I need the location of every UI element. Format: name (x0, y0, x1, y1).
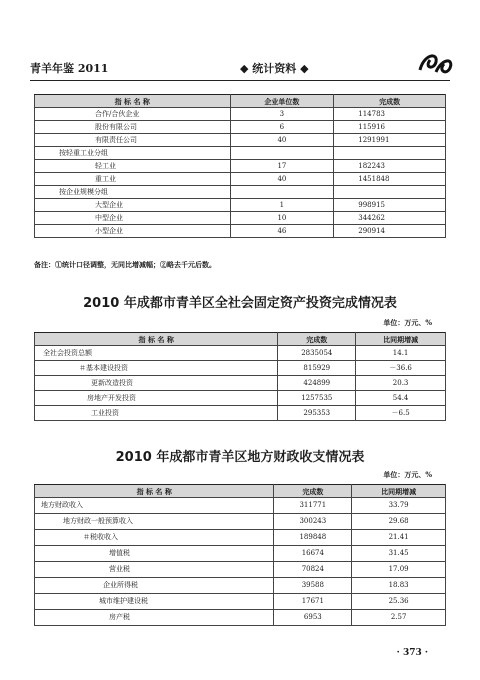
cell-change: －6.5 (356, 406, 446, 421)
cell-change: －36.6 (356, 361, 446, 376)
row-label: 股份有限公司 (35, 121, 231, 134)
cell-change: 54.4 (356, 391, 446, 406)
group-label: 按企业规模分组 (35, 186, 231, 199)
table-row (35, 530, 446, 546)
cell-change: 33.79 (352, 498, 446, 514)
table-header-row (35, 333, 446, 346)
row-label: 全社会投资总额 (35, 346, 278, 361)
cell-value: 1451848 (334, 173, 446, 186)
cell-change: 14.1 (356, 346, 446, 361)
page-number: · 373 · (396, 648, 428, 658)
cell-value: 70824 (274, 562, 352, 578)
cell-count: 40 (230, 134, 334, 147)
cell-change: 20.3 (356, 376, 446, 391)
col-header: 比同期增减 (356, 333, 446, 346)
finance-table-title: 2010 年成都市青羊区地方财政收支情况表 (115, 450, 365, 465)
row-label: 企业所得税 (35, 578, 274, 594)
table-row (35, 212, 446, 225)
table-row (35, 578, 446, 594)
row-label: 城市维护建设税 (35, 594, 274, 610)
table-row (35, 594, 446, 610)
row-label: 合作/合伙企业 (35, 108, 231, 121)
table-header-row (35, 485, 446, 498)
section-title: ◆ 统计资料 ◆ (240, 62, 309, 75)
cell-value: 17671 (274, 594, 352, 610)
cell-value: 998915 (334, 199, 446, 212)
cell-count: 40 (230, 173, 334, 186)
table-row (35, 514, 446, 530)
cell-change: 18.83 (352, 578, 446, 594)
col-header: 比同期增减 (352, 485, 446, 498)
row-label: 轻工业 (35, 160, 231, 173)
col-header: 指 标 名 称 (35, 95, 231, 108)
table-row (35, 199, 446, 212)
row-label: 房产税 (35, 610, 274, 626)
table-row (35, 160, 446, 173)
cell-value: 311771 (274, 498, 352, 514)
cell-count: 10 (230, 212, 334, 225)
row-label: 中型企业 (35, 212, 231, 225)
cell-change: 31.45 (352, 546, 446, 562)
header-rule (30, 80, 450, 81)
table-row (35, 147, 446, 160)
cell-value: 344262 (334, 212, 446, 225)
cell-value: 189848 (274, 530, 352, 546)
table-finance (34, 484, 446, 626)
cell-value: 295353 (278, 406, 356, 421)
row-label: 增值税 (35, 546, 274, 562)
group-label: 按轻重工业分组 (35, 147, 231, 160)
cell-value: 39588 (274, 578, 352, 594)
cell-value: 300243 (274, 514, 352, 530)
table-header-row (35, 95, 446, 108)
cell-value: 2835054 (278, 346, 356, 361)
cell-value: 424899 (278, 376, 356, 391)
table-row (35, 610, 446, 626)
row-label: 有限责任公司 (35, 134, 231, 147)
row-label: 大型企业 (35, 199, 231, 212)
row-label: 地方财政收入 (35, 498, 274, 514)
table-row (35, 562, 446, 578)
col-header: 指 标 名 称 (35, 485, 274, 498)
table-row (35, 134, 446, 147)
row-label: ＃税收收入 (35, 530, 274, 546)
cell-change: 2.57 (352, 610, 446, 626)
table-row (35, 498, 446, 514)
cell-value: 1291991 (334, 134, 446, 147)
table-row (35, 346, 446, 361)
row-label: 地方财政一般预算收入 (35, 514, 274, 530)
cell-count: 3 (230, 108, 334, 121)
cell-change: 29.68 (352, 514, 446, 530)
cell-change: 25.36 (352, 594, 446, 610)
table-note: 备注：①统计口径调整，无同比增减幅；②略去千元后数。 (34, 260, 216, 269)
col-header: 指 标 名 称 (35, 333, 278, 346)
cell-value: 6953 (274, 610, 352, 626)
col-header: 完成数 (334, 95, 446, 108)
row-label: ＃基本建设投资 (35, 361, 278, 376)
table-row (35, 108, 446, 121)
cell-value: 16674 (274, 546, 352, 562)
table-row (35, 186, 446, 199)
cell-value: 815929 (278, 361, 356, 376)
col-header: 企业单位数 (230, 95, 334, 108)
col-header: 完成数 (278, 333, 356, 346)
cell-value (334, 186, 446, 199)
table-row (35, 376, 446, 391)
row-label: 房地产开发投资 (35, 391, 278, 406)
cell-count (230, 147, 334, 160)
page-header (30, 58, 450, 78)
table-row (35, 121, 446, 134)
cell-count: 6 (230, 121, 334, 134)
cell-change: 17.09 (352, 562, 446, 578)
table-row (35, 546, 446, 562)
cell-change: 21.41 (352, 530, 446, 546)
cell-value: 114783 (334, 108, 446, 121)
cell-value: 290914 (334, 225, 446, 238)
table-row (35, 173, 446, 186)
row-label: 工业投资 (35, 406, 278, 421)
finance-unit-label: 单位：万元、% (383, 470, 432, 479)
table-row (35, 391, 446, 406)
row-label: 重工业 (35, 173, 231, 186)
row-label: 小型企业 (35, 225, 231, 238)
cell-count: 1 (230, 199, 334, 212)
yearbook-logo-icon (416, 48, 456, 78)
col-header: 完成数 (274, 485, 352, 498)
cell-count (230, 186, 334, 199)
investment-table-title: 2010 年成都市青羊区全社会固定资产投资完成情况表 (83, 296, 397, 311)
row-label: 营业税 (35, 562, 274, 578)
row-label: 更新改造投资 (35, 376, 278, 391)
yearbook-title: 青羊年鉴 2011 (30, 62, 109, 75)
cell-value (334, 147, 446, 160)
table-row (35, 406, 446, 421)
cell-count: 17 (230, 160, 334, 173)
cell-value: 182243 (334, 160, 446, 173)
cell-value: 1257535 (278, 391, 356, 406)
table-row (35, 361, 446, 376)
table-row (35, 225, 446, 238)
cell-count: 46 (230, 225, 334, 238)
cell-value: 115916 (334, 121, 446, 134)
investment-unit-label: 单位：万元、% (383, 318, 432, 327)
table-investment (34, 332, 446, 421)
table-enterprise (34, 94, 446, 238)
